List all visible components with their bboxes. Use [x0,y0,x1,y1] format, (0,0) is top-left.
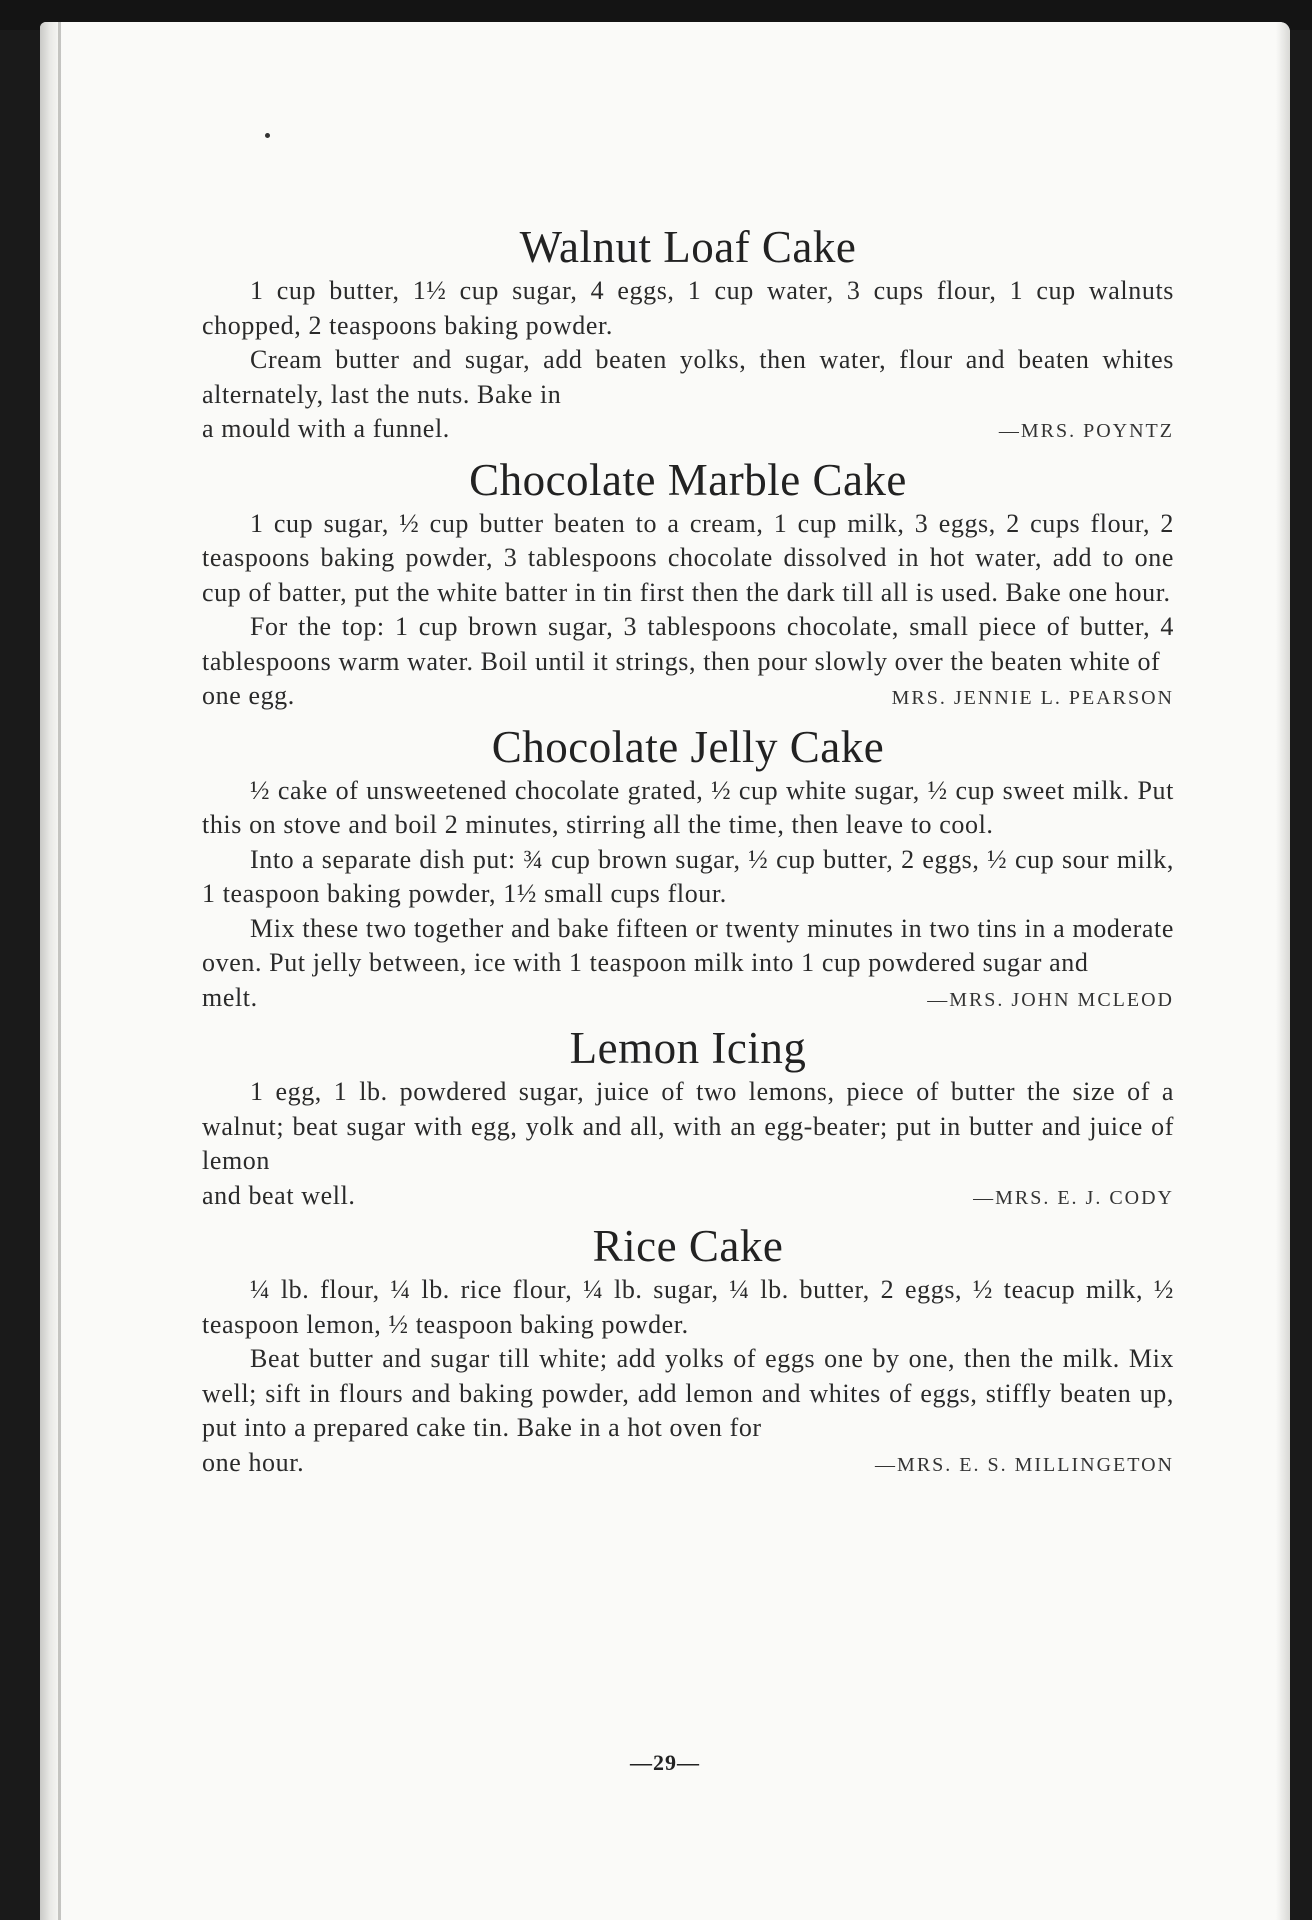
recipe-signature-line [202,412,1174,449]
recipe-instructions: Beat butter and sugar till white; add yolks of eggs one by one, then the milk. Mix well; sift in flours and baking powder, add lemon and whites of eggs, stiffly beaten up, put into a prepared cake tin. Bake in a hot oven for [202,1344,1174,1442]
recipe-instructions: Into a separate dish put: ¾ cup brown sugar, ½ cup butter, 2 eggs, ½ cup sour milk, 1 teaspoon baking powder, 1½ small cups flour. [202,844,1174,908]
book-page [40,22,1290,1920]
recipe-instructions: Mix these two together and bake fifteen or twenty minutes in two tins in a moderate oven. Put jelly between, ice with 1 teaspoon milk into 1 cup powdered sugar and [202,913,1174,977]
page-number: —29— [630,1750,700,1775]
recipe-ingredients: ¼ lb. flour, ¼ lb. rice flour, ¼ lb. sugar, ¼ lb. butter, 2 eggs, ½ teacup milk, ½ teaspoon lemon, ½ teaspoon baking powder. [202,1275,1174,1339]
recipe-chocolate-jelly-cake [202,722,1174,1018]
recipe-rice-cake [202,1221,1174,1482]
recipe-instructions: For the top: 1 cup brown sugar, 3 tablespoons chocolate, small piece of butter, 4 tablespoons warm water. Boil until it strings, then pour slowly over the beaten white of [202,612,1174,676]
recipe-last-line: a mould with a funnel. [202,414,450,443]
recipe-title: Rice Cake [592,1221,784,1271]
recipe-instructions: Cream butter and sugar, add beaten yolks, then water, flour and beaten whites alternately, last the nuts. Bake in [202,345,1174,409]
recipe-signature: —MRS. E. J. CODY [973,1186,1174,1209]
recipe-walnut-loaf-cake [202,222,1174,449]
recipe-last-line: melt. [202,982,258,1012]
recipe-chocolate-marble-cake [202,455,1174,716]
recipe-signature-line [202,1446,1174,1483]
recipe-lemon-icing [202,1023,1174,1215]
recipe-ingredients: 1 cup butter, 1½ cup sugar, 4 eggs, 1 cup water, 3 cups flour, 1 cup walnuts chopped, 2 teaspoons baking powder. [202,276,1174,340]
binding-edge [58,22,61,1920]
recipe-ingredients: 1 cup sugar, ½ cup butter beaten to a cream, 1 cup milk, 3 eggs, 2 cups flour, 2 teaspoons baking powder, 3 tablespoons chocolate dissolved in hot water, add to one cup of batter, put the white batter in tin first then the dark till all is used. Bake one hour. [202,508,1174,607]
ink-speck [265,133,270,138]
recipe-ingredients: 1 egg, 1 lb. powdered sugar, juice of two lemons, piece of butter the size of a walnut; beat sugar with egg, yolk and all, with an egg-beater; put in butter and juice of lemon [202,1077,1174,1175]
recipe-signature-line [202,981,1174,1018]
recipe-last-line: one hour. [202,1447,305,1477]
recipe-signature-line [202,679,1174,716]
recipe-title: Lemon Icing [569,1023,807,1073]
recipe-title: Walnut Loaf Cake [519,222,857,272]
recipe-signature: —MRS. JOHN MCLEOD [927,988,1174,1011]
recipe-title: Chocolate Marble Cake [469,454,907,505]
recipe-signature: —MRS. E. S. MILLINGETON [875,1453,1174,1476]
recipe-signature: —MRS. POYNTZ [998,420,1174,442]
recipe-list [202,222,1174,1488]
recipe-last-line: one egg. [202,681,295,710]
recipe-signature: MRS. JENNIE L. PEARSON [891,687,1174,709]
recipe-title: Chocolate Jelly Cake [491,721,885,772]
recipe-ingredients: ½ cake of unsweetened chocolate grated, ½ cup white sugar, ½ cup sweet milk. Put this on stove and boil 2 minutes, stirring all the time, then leave to cool. [202,775,1174,839]
recipe-signature-line [202,1179,1174,1216]
page-edge-shadow [1276,22,1290,1920]
recipe-last-line: and beat well. [202,1180,356,1210]
